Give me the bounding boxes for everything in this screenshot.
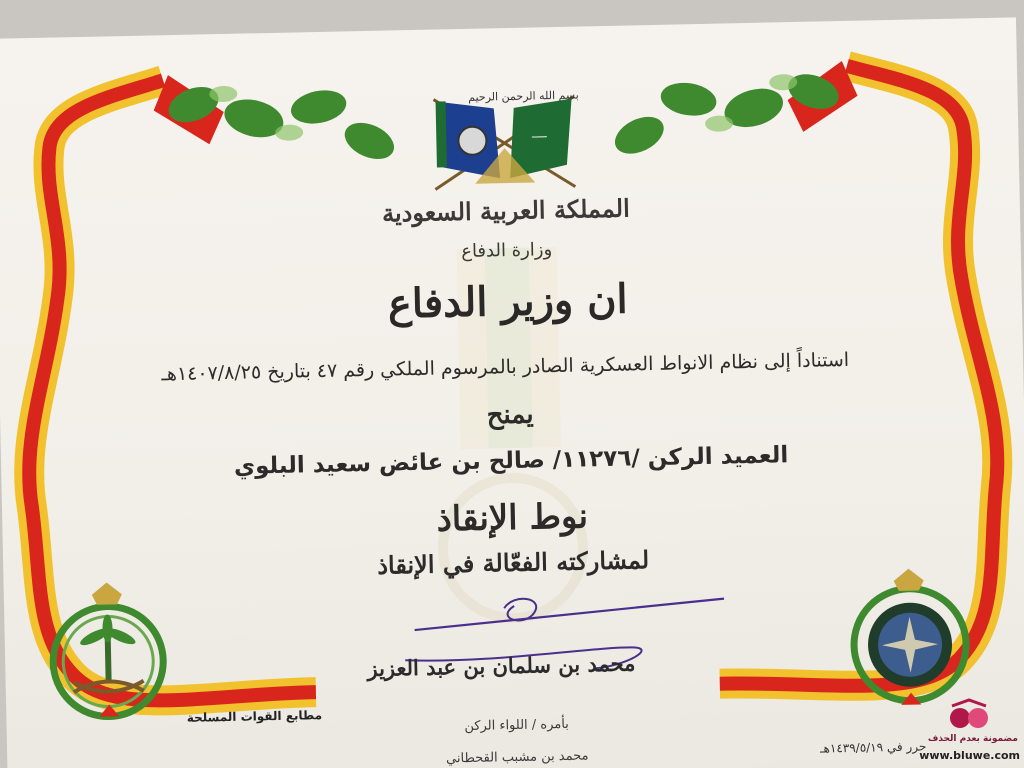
printer-name: مطابع القوات المسلحة bbox=[186, 708, 323, 725]
watermark-url: www.bluwe.com bbox=[919, 749, 1020, 762]
general-name: محمد بن مشبب القحطاني bbox=[445, 748, 589, 767]
site-watermark bbox=[916, 688, 1024, 768]
crossed-flags-emblem bbox=[413, 86, 595, 200]
bismillah-text: بسم الله الرحمن الرحيم bbox=[468, 88, 579, 104]
certificate-title: ان وزير الدفاع bbox=[387, 275, 629, 328]
decree-basis-text: استناداً إلى نظام الانواط العسكرية الصادر بالمرسوم الملكي رقم ٤٧ بتاريخ ١٤٠٧/٨/٢٥هـ bbox=[161, 348, 850, 386]
svg-text:ـــــ: ـــــ bbox=[531, 129, 547, 141]
medal-name: نوط الإنقاذ bbox=[436, 496, 589, 540]
grants-text: يمنح bbox=[486, 399, 534, 431]
handwritten-signature bbox=[367, 583, 736, 710]
certificate-paper bbox=[0, 17, 1024, 768]
signatory-name: محمد بن سلمان بن عبد العزيز bbox=[367, 650, 636, 682]
watermark-label: مضمونة بعدم الحذف bbox=[927, 734, 1018, 744]
by-order-text: بأمره / اللواء الركن bbox=[464, 716, 570, 735]
ministry-name: وزارة الدفاع bbox=[460, 239, 553, 263]
recipient-name: العميد الركن /١١٢٧٦/ صالح بن عائض سعيد البلوي bbox=[233, 442, 789, 480]
bluwe-logo-icon bbox=[944, 698, 994, 732]
kingdom-name: المملكة العربية السعودية bbox=[381, 193, 630, 228]
saudi-palm-emblem bbox=[41, 575, 174, 728]
issue-date: حرر في ١٤٣٩/٥/١٩هـ bbox=[819, 739, 927, 756]
award-reason: لمشاركته الفعّالة في الإنقاذ bbox=[376, 545, 650, 580]
